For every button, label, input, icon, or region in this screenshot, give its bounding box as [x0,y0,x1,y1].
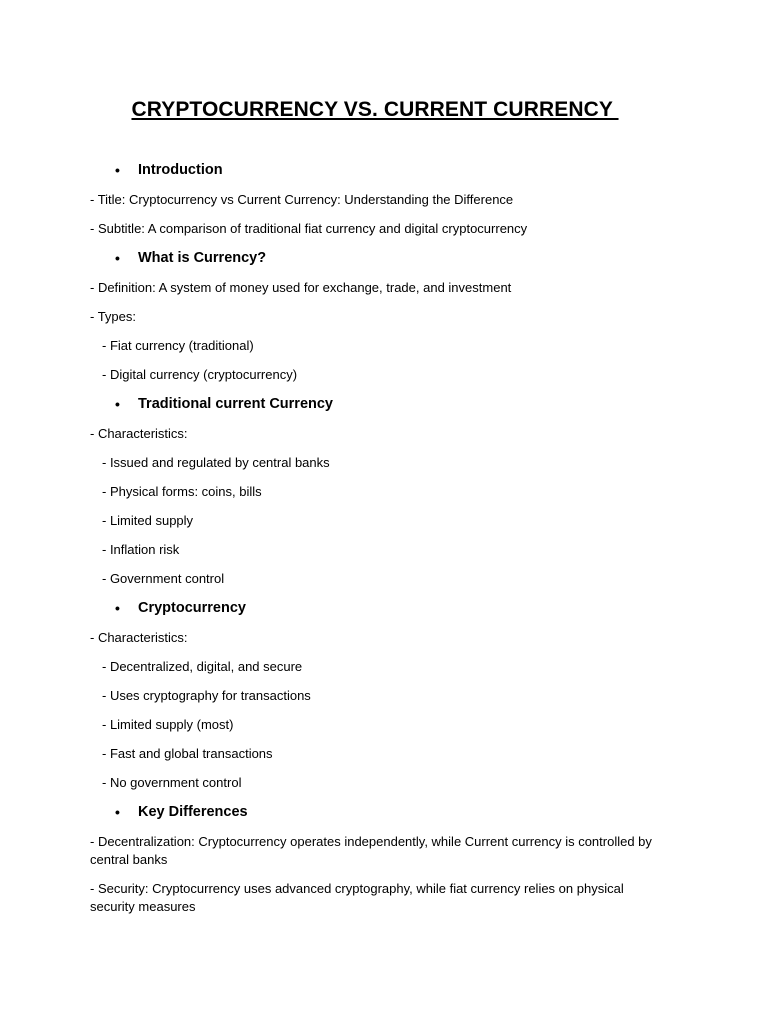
section-heading-text: What is Currency? [138,250,267,266]
sub-list-item: - Physical forms: coins, bills [102,484,262,499]
bullet-icon: • [115,804,120,820]
body-line: - Decentralization: Cryptocurrency operates independently, while Current currency is controlled by central banks [90,834,652,867]
bullet-icon: • [115,396,120,412]
sub-list-item: - Digital currency (cryptocurrency) [102,367,298,382]
body-line: - Characteristics: [90,630,188,645]
document-title: CRYPTOCURRENCY VS. CURRENT CURRENCY [131,98,619,121]
bullet-icon: • [115,250,120,266]
body-line: - Characteristics: [90,426,188,441]
sub-list-item: - Decentralized, digital, and secure [102,659,303,674]
section-heading [90,803,660,821]
section-heading [90,599,660,617]
section-heading [90,249,660,267]
sub-list-item: - Issued and regulated by central banks [102,455,330,470]
document-body [90,161,660,916]
section-heading-text: Traditional current Currency [138,396,333,412]
bullet-icon: • [115,600,120,616]
body-line: - Title: Cryptocurrency vs Current Currency: Understanding the Difference [90,192,514,207]
section-heading-text: Introduction [138,162,223,178]
body-line: - Definition: A system of money used for exchange, trade, and investment [90,280,512,295]
section-heading-text: Cryptocurrency [138,600,246,616]
sub-list-item: - Uses cryptography for transactions [102,688,311,703]
body-line: - Security: Cryptocurrency uses advanced cryptography, while fiat currency relies on physical security measures [90,881,624,914]
sub-list-item: - No government control [102,775,242,790]
sub-list-item: - Inflation risk [102,542,180,557]
sub-list-item: - Limited supply (most) [102,717,234,732]
section-heading [90,395,660,413]
sub-list-item: - Limited supply [102,513,194,528]
bullet-icon: • [115,162,120,178]
body-line: - Subtitle: A comparison of traditional fiat currency and digital cryptocurrency [90,221,528,236]
sub-list-item: - Fiat currency (traditional) [102,338,254,353]
sub-list-item: - Fast and global transactions [102,746,273,761]
section-heading [90,161,660,179]
section-heading-text: Key Differences [138,804,248,820]
body-line: - Types: [90,309,137,324]
sub-list-item: - Government control [102,571,225,586]
